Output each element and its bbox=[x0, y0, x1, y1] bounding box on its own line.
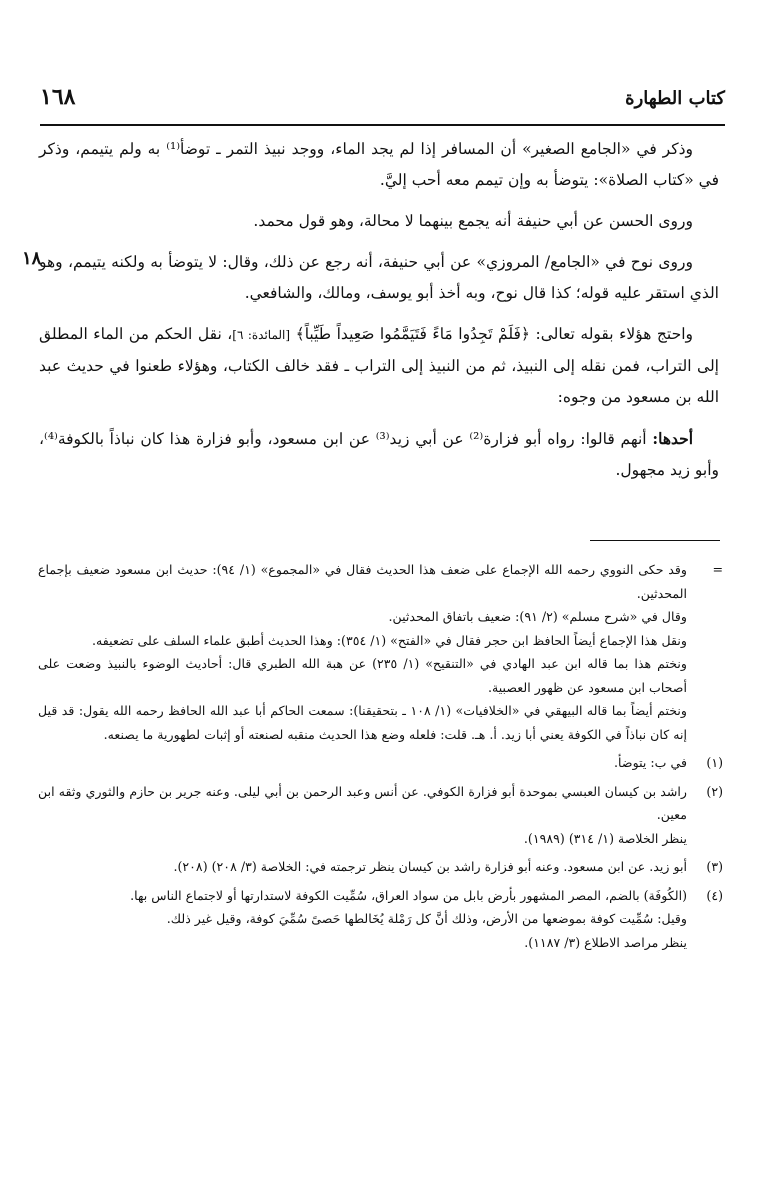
footnote-line: راشد بن كيسان العبسي بموحدة أبو فزارة الكوفي. عن أنس وعبد الرحمن بن أبي ليلى. وعنه جرير بن حازم والثوري وثقه ابن معين. bbox=[38, 783, 687, 822]
page-header bbox=[40, 84, 725, 124]
footnote-number: (٢) bbox=[706, 783, 723, 799]
header-divider bbox=[40, 124, 725, 126]
footnote-line: (الكُوفَة) بالضم، المصر المشهور بأرض بابل من سواد العراق، سُمِّيت الكوفة لاستدارتها أو لاجتماع الناس بها. bbox=[130, 887, 687, 903]
footnote-line: ونختم أيضاً بما قاله البيهقي في «الخلافيات» (١/ ١٠٨ ـ بتحقيقنا): سمعت الحاكم أبا عبد الله الحافظ رحمه الله يقول: قد قيل إنه كان نباذاً في الكوفة يعني أبا زيد. أ. هـ. قلت: فلعله وضع هذا الحديث منقبه لصنعته أو إثبات لطهورية ما يصنعه. bbox=[38, 703, 687, 742]
main-text bbox=[39, 134, 719, 496]
ayah-reference: [المائدة: ٦] bbox=[232, 328, 291, 342]
footnote-line: ونقل هذا الإجماع أيضاً الحافظ ابن حجر فقال في «الفتح» (١/ ٣٥٤): وهذا الحديث أطبق علماء السلف على تضعيفه. bbox=[92, 632, 687, 648]
footnote-4 bbox=[38, 884, 723, 955]
quran-quote: واحتج هؤلاء بقوله تعالى: ﴿فَلَمْ تَجِدُوا مَاءً فَتَيَمَّمُوا صَعِيداً طَيِّباً﴾ bbox=[295, 325, 693, 343]
footnote-divider bbox=[590, 540, 720, 541]
footnote-number: (٤) bbox=[706, 887, 723, 903]
footnote-line: وقد حكى النووي رحمه الله الإجماع على ضعف هذا الحديث فقال في «المجموع» (١/ ٩٤): حديث ابن مسعود ضعيف بإجماع المحدثين. bbox=[38, 562, 687, 601]
footnote-line: ينظر الخلاصة (١/ ٣١٤) (١٩٨٩). bbox=[523, 830, 687, 846]
footnote-line: أبو زيد. عن ابن مسعود. وعنه أبو فزارة راشد بن كيسان ينظر ترجمته في: الخلاصة (٣/ ٢٠٨) (٢٠٨). bbox=[173, 859, 687, 874]
footnote-line: وقال في «شرح مسلم» (٢/ ٩١): ضعيف باتفاق المحدثين. bbox=[388, 609, 687, 624]
footnote-3 bbox=[38, 855, 723, 879]
footnote-marker: = bbox=[712, 562, 723, 577]
footnote-line: وقيل: سُمِّيت كوفة بموضعها من الأرض، وذلك أنَّ كل رَمْلة يُخَالطها حَصىً سُمِّيَ كوفة، وقيل غير ذلك. bbox=[166, 911, 687, 926]
footnotes bbox=[38, 558, 723, 959]
paragraph-5-lead: أحدها: bbox=[652, 429, 694, 448]
footnote-line: في ب: يتوضأ. bbox=[614, 755, 687, 770]
paragraph-3: وروى نوح في «الجامع/ المروزي» عن أبي حنيفة، أنه رجع عن ذلك، وقال: لا يتوضأ به ولكنه يتيمم، وهو الذي استقر عليه قوله؛ كذا قال نوح، وبه أخذ أبو يوسف، ومالك، والشافعي. bbox=[39, 253, 719, 302]
paragraph-5 bbox=[39, 423, 719, 486]
page-number: ١٦٨ bbox=[40, 84, 76, 110]
paragraph-5-rest: أنهم قالوا: رواه أبو فزارة⁽²⁾ عن أبي زيد⁽³⁾ عن ابن مسعود، وأبو فزارة هذا كان نباذاً بالكوفة⁽⁴⁾، وأبو زيد مجهول. bbox=[39, 430, 719, 479]
footnote-line: ينظر مراصد الاطلاع (٣/ ١١٨٧). bbox=[524, 934, 687, 950]
footnote-line: ونختم هذا بما قاله ابن عبد الهادي في «التنقيح» (١/ ٢٣٥) عن هبة الله الطبري قال: أحاديث الوضوء بالنبيذ وضعت على أصحاب ابن مسعود عن ظهور العصبية. bbox=[38, 656, 687, 695]
footnote-number: (١) bbox=[706, 755, 723, 770]
footnote-number: (٣) bbox=[706, 859, 723, 874]
paragraph-4 bbox=[39, 319, 719, 413]
paragraph-1: وذكر في «الجامع الصغير» أن المسافر إذا لم يجد الماء، ووجد نبيذ التمر ـ توضأ⁽¹⁾ به ولم يتيمم، وذكر في «كتاب الصلاة»: يتوضأ به وإن تيمم معه أحب إليَّ. bbox=[39, 140, 719, 189]
paragraph-2: وروى الحسن عن أبي حنيفة أنه يجمع بينهما لا محالة، وهو قول محمد. bbox=[253, 212, 693, 230]
footnote-continuation bbox=[38, 558, 723, 746]
paragraph-4-rest: ، نقل الحكم من الماء المطلق إلى التراب، فمن نقله إلى النبيذ، ثم من النبيذ إلى التراب ـ فقد خالف الكتاب، وهؤلاء طعنوا في حديث عبد الله بن مسعود من وجوه: bbox=[39, 325, 719, 406]
footnote-1 bbox=[38, 751, 723, 775]
footnote-2 bbox=[38, 780, 723, 851]
running-title: كتاب الطهارة bbox=[625, 88, 725, 109]
margin-folio-number: ١٨ bbox=[22, 248, 42, 269]
